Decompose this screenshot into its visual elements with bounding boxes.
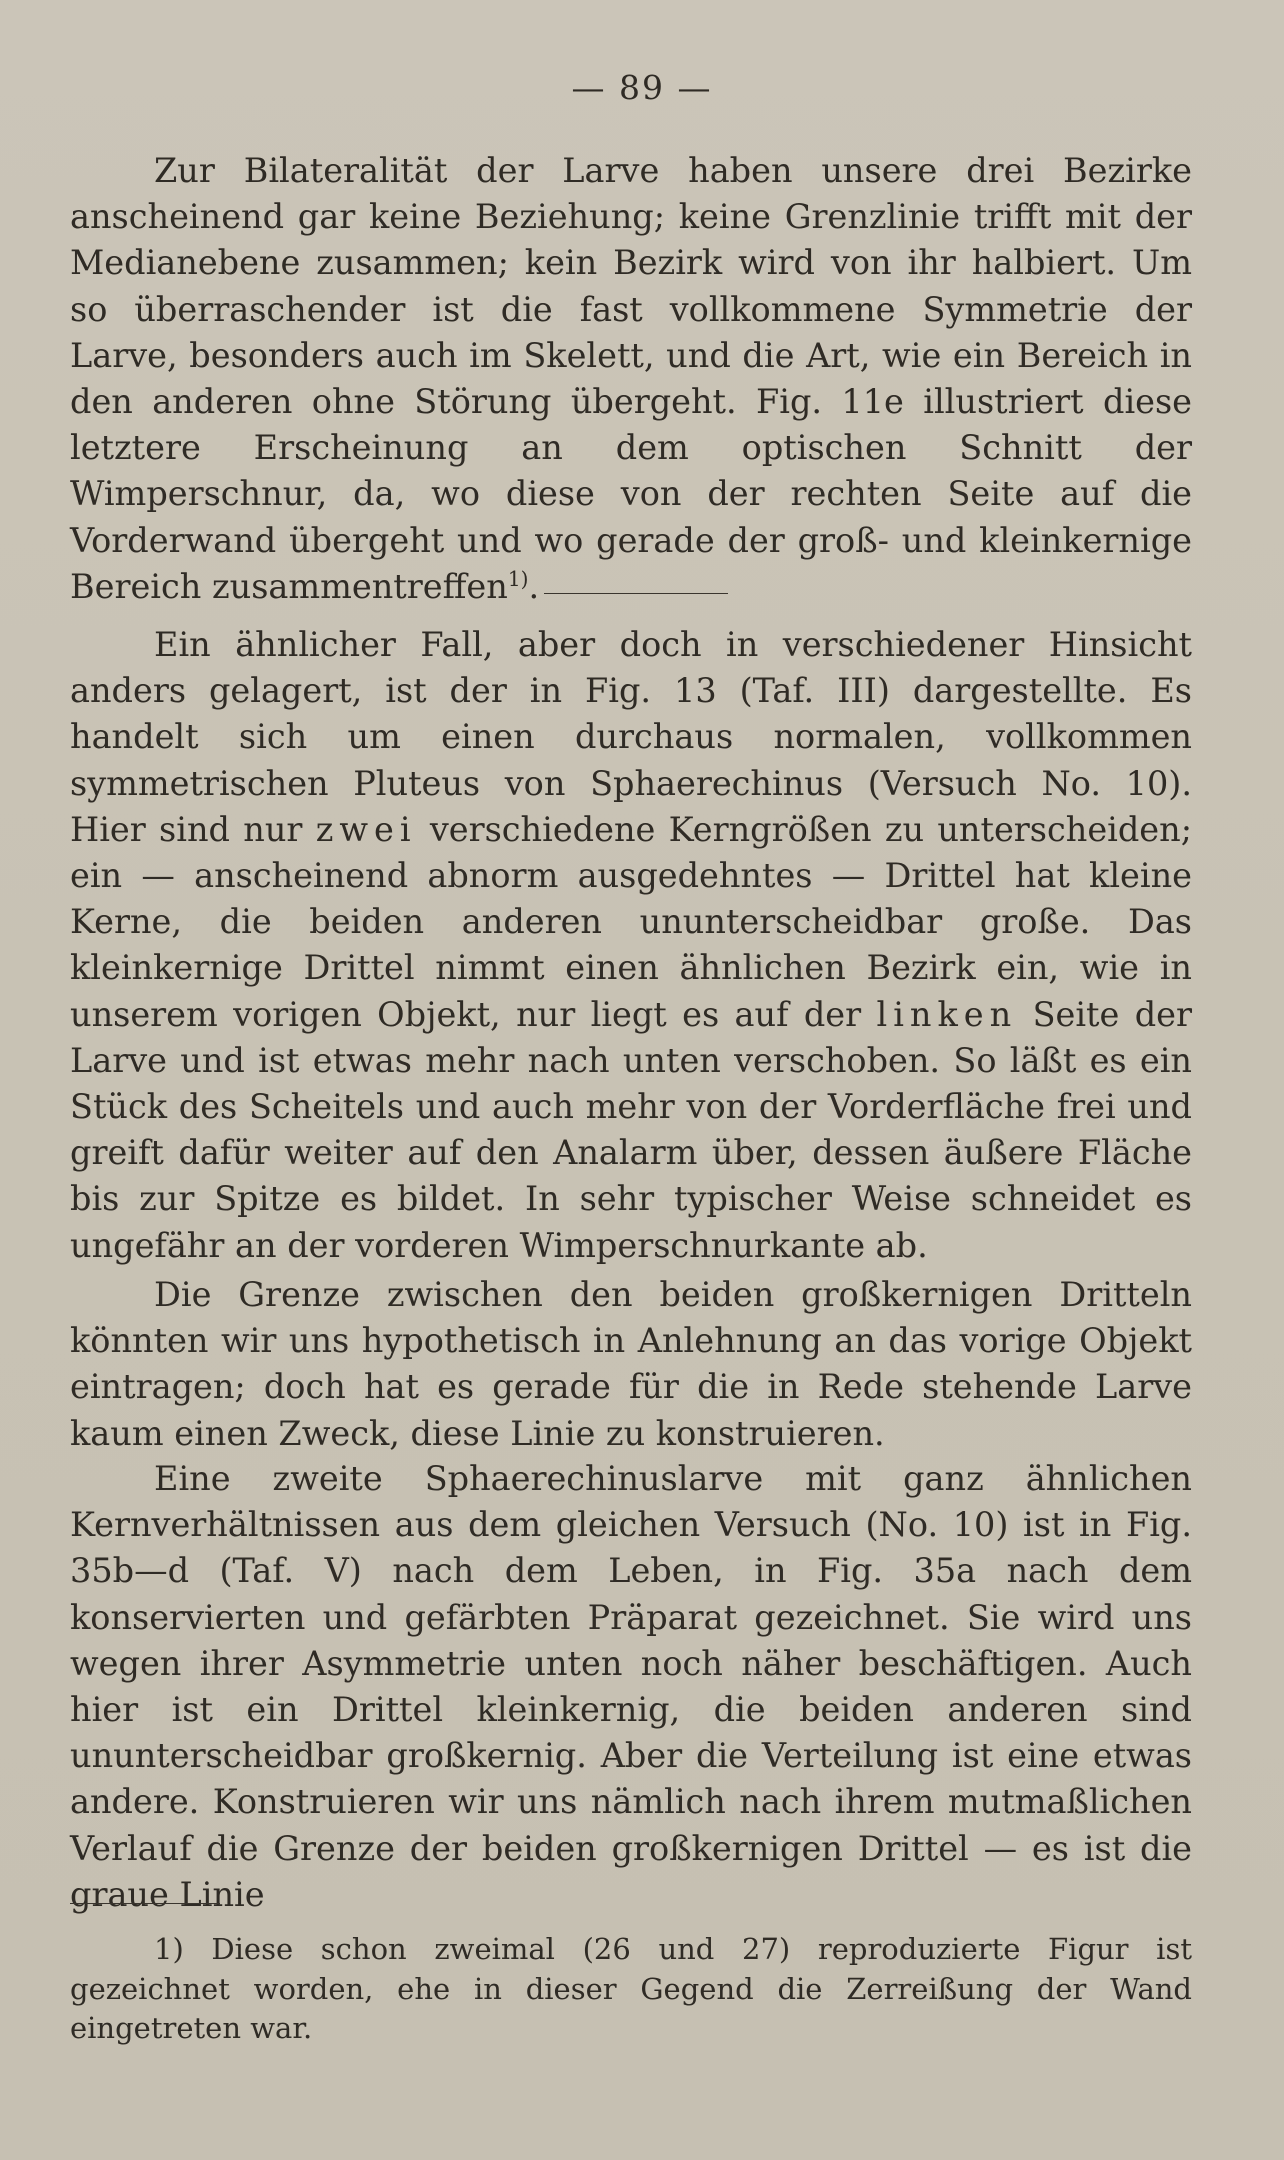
- paragraph-text-end: .: [528, 566, 540, 606]
- footnote-text: Diese schon zweimal (26 und 27) reproduzierte Figur ist gezeichnet worden, ehe in dieser Gegend die Zerreißung der Wand eingetreten war.: [70, 1932, 1192, 2045]
- emphasis-linken: linken: [876, 994, 1018, 1034]
- page-number: — 89 —: [571, 68, 713, 107]
- paragraph-second-larva: [70, 1456, 1192, 1918]
- paragraph-bilaterality: [70, 148, 1192, 610]
- footnote-divider: [70, 1903, 220, 1904]
- paragraph-boundary: [70, 1272, 1192, 1457]
- paragraph-similar-case: [70, 622, 1192, 1269]
- footnote-marker: 1): [154, 1932, 184, 1966]
- paragraph-text: Die Grenze zwischen den beiden großkernigen Dritteln könnten wir uns hypothetisch in Anlehnung an das vorige Objekt eintragen; doch hat es gerade für die in Rede stehende Larve kaum einen Zweck, diese Linie zu konstruieren.: [70, 1275, 1192, 1453]
- footnote: [70, 1930, 1192, 2049]
- paragraph-text: Eine zweite Sphaerechinuslarve mit ganz ähnlichen Kernverhältnissen aus dem gleichen Versuch (No. 10) ist in Fig. 35b—d (Taf. V) nach dem Leben, in Fig. 35a nach dem konservierten und gefärbten Präparat gezeichnet. Sie wird uns wegen ihrer Asymmetrie unten noch näher beschäftigen. Auch hier ist ein Drittel kleinkernig, die beiden anderen sind ununterscheidbar großkernig. Aber die Verteilung ist eine etwas andere. Konstruieren wir uns nämlich nach ihrem mutmaßlichen Verlauf die Grenze der beiden großkernigen Drittel — es ist die graue Linie: [70, 1459, 1192, 1914]
- section-divider: [544, 593, 728, 594]
- paragraph-text: Ein ähnlicher Fall, aber doch in verschiedener Hinsicht anders gelagert, ist der in Fig. 13 (Taf. III) dargestellte. Es handelt sich um einen durchaus normalen, vollkommen symmetrischen Pluteus von Sphaerechinus (Versuch No. 10). Hier sind nur: [70, 625, 1192, 849]
- footnote-reference[interactable]: 1): [507, 566, 529, 591]
- paragraph-text-middle: verschiedene Kerngrößen zu unterscheiden; ein — anscheinend abnorm ausgedehntes — Drittel hat kleine Kerne, die beiden anderen ununterscheidbar große. Das kleinkernige Drittel nimmt einen ähnlichen Bezirk ein, wie in unserem vorigen Objekt, nur liegt es auf der: [70, 809, 1192, 1034]
- paragraph-text: Zur Bilateralität der Larve haben unsere drei Bezirke anscheinend gar keine Beziehung; keine Grenzlinie trifft mit der Medianebene zusammen; kein Bezirk wird von ihr halbiert. Um so überraschender ist die fast vollkommene Symmetrie der Larve, besonders auch im Skelett, und die Art, wie ein Bereich in den anderen ohne Störung übergeht. Fig. 11e illustriert diese letztere Erscheinung an dem optischen Schnitt der Wimperschnur, da, wo diese von der rechten Seite auf die Vorderwand übergeht und wo gerade der groß- und kleinkernige Bereich zusammentreffen: [70, 151, 1192, 606]
- paragraph-text-end: Seite der Larve und ist etwas mehr nach unten verschoben. So läßt es ein Stück des Scheitels und auch mehr von der Vorderfläche frei und greift dafür weiter auf den Analarm über, dessen äußere Fläche bis zur Spitze es bildet. In sehr typischer Weise schneidet es ungefähr an der vorderen Wimperschnurkante ab.: [70, 994, 1192, 1265]
- emphasis-zwei: zwei: [315, 809, 417, 849]
